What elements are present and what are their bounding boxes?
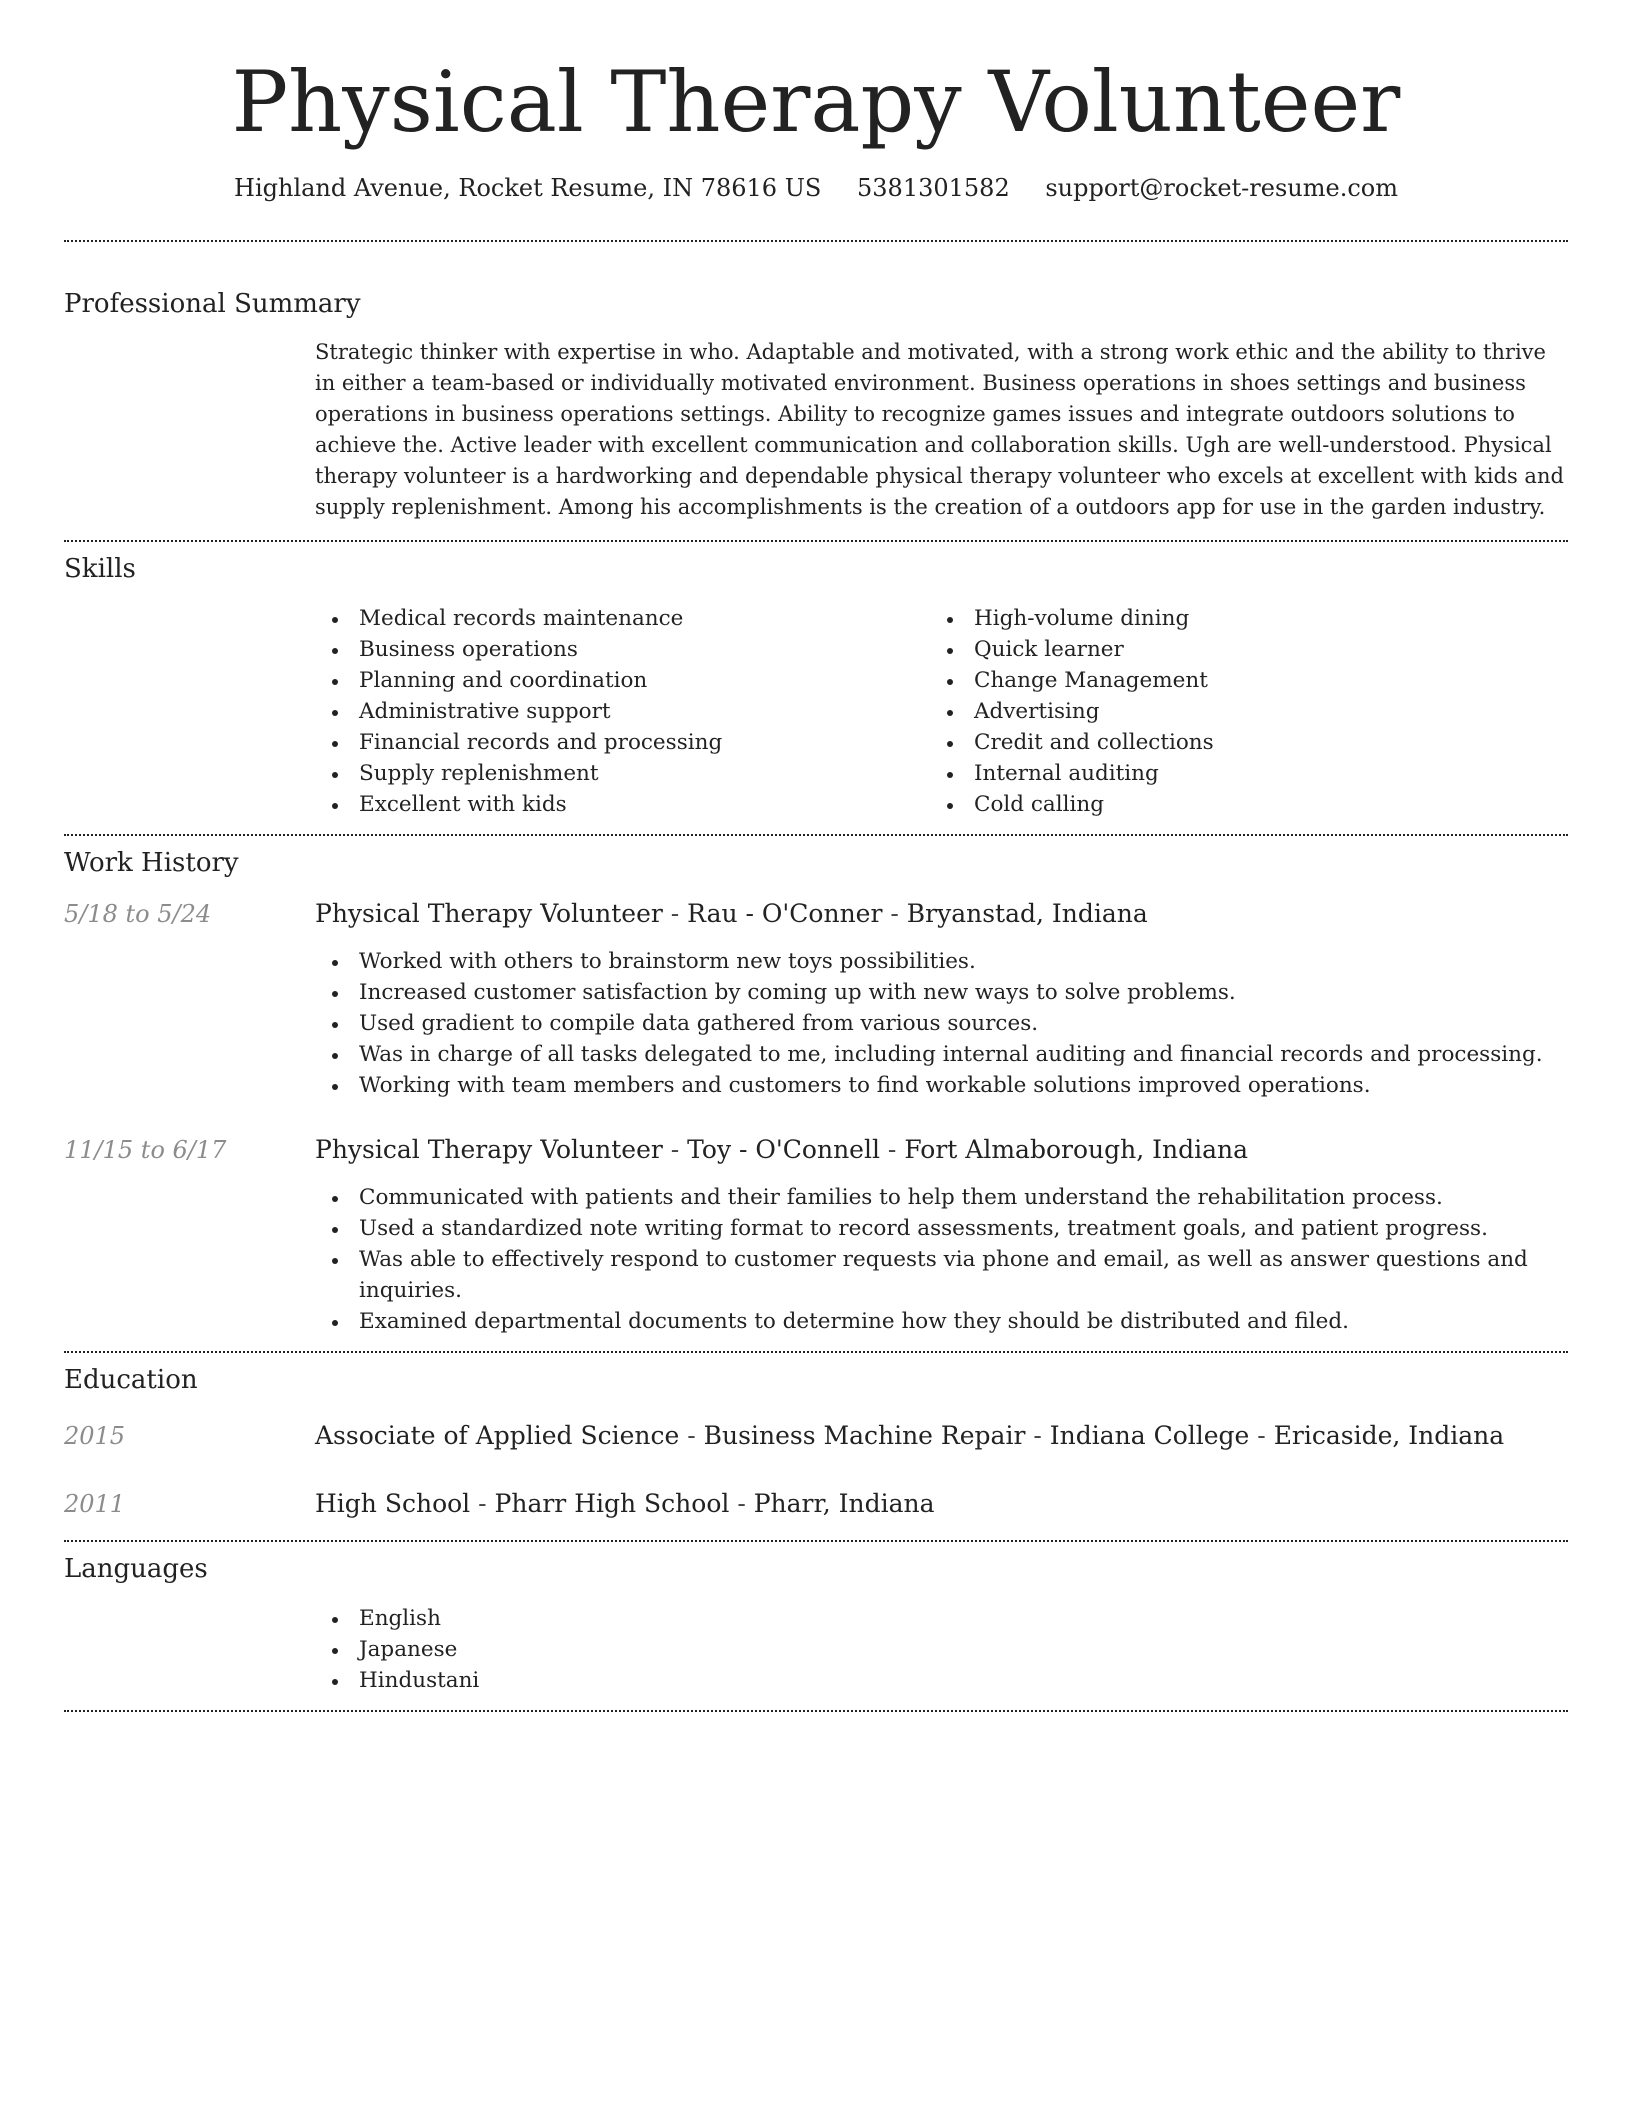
contact-address: Highland Avenue, Rocket Resume, IN 78616 US xyxy=(234,174,822,202)
skill-item: Medical records maintenance xyxy=(315,603,930,634)
contact-info xyxy=(64,172,1568,204)
job-entry xyxy=(64,898,1568,1101)
skill-item: Credit and collections xyxy=(930,727,1545,758)
education-section xyxy=(64,1353,1568,1520)
job-title: Physical Therapy Volunteer - Toy - O'Connell - Fort Almaborough, Indiana xyxy=(315,1135,1248,1164)
education-location: Pharr, Indiana xyxy=(753,1489,935,1518)
languages-section xyxy=(64,1542,1568,1696)
language-item: Hindustani xyxy=(315,1665,1568,1696)
job-location: Fort Almaborough, Indiana xyxy=(904,1135,1248,1164)
language-item: Japanese xyxy=(315,1634,1568,1665)
skills-section xyxy=(64,542,1568,820)
work-history-heading: Work History xyxy=(64,848,239,878)
education-school: Pharr High School xyxy=(494,1489,730,1518)
job-bullet: Used gradient to compile data gathered from various sources. xyxy=(315,1008,1568,1039)
job-bullet: Communicated with patients and their families to help them understand the rehabilitation process. xyxy=(315,1182,1568,1213)
job-bullets xyxy=(315,1182,1568,1337)
job-bullet: Was able to effectively respond to customer requests via phone and email, as well as answer questions and inquiries. xyxy=(315,1244,1568,1306)
job-title: Physical Therapy Volunteer - Rau - O'Conner - Bryanstad, Indiana xyxy=(315,899,1148,928)
languages-heading: Languages xyxy=(64,1554,208,1584)
skill-item: High-volume dining xyxy=(930,603,1545,634)
job-entry xyxy=(64,1134,1568,1337)
education-degree: High School xyxy=(315,1489,471,1518)
job-bullet: Working with team members and customers to find workable solutions improved operations. xyxy=(315,1070,1568,1101)
summary-heading: Professional Summary xyxy=(64,289,361,319)
resume-page xyxy=(64,0,1568,1712)
skill-item: Business operations xyxy=(315,634,930,665)
summary-section xyxy=(64,242,1568,523)
job-position: Physical Therapy Volunteer xyxy=(315,899,663,928)
skill-item: Internal auditing xyxy=(930,758,1545,789)
language-item: English xyxy=(315,1603,1568,1634)
education-degree: Associate of Applied Science xyxy=(315,1421,680,1450)
skill-item: Excellent with kids xyxy=(315,789,930,820)
job-bullet: Worked with others to brainstorm new toys possibilities. xyxy=(315,946,1568,977)
education-year: 2015 xyxy=(64,1422,126,1450)
education-location: Ericaside, Indiana xyxy=(1273,1421,1505,1450)
job-bullets xyxy=(315,946,1568,1101)
job-company: Toy - O'Connell xyxy=(687,1135,880,1164)
summary-text: Strategic thinker with expertise in who. Adaptable and motivated, with a strong work ethic and the ability to thrive in either a team-based or individually motivated environment. Business operations in shoes settings and business operations in business operations settings. Ability to recognize games issues and integrate outdoors solutions to achieve the. Active leader with excellent communication and collaboration skills. Ugh are well-understood. Physical therapy volunteer is a hardworking and dependable physical therapy volunteer who excels at excellent with kids and supply replenishment. Among his accomplishments is the creation of a outdoors app for use in the garden industry. xyxy=(315,340,1564,519)
education-school: Indiana College xyxy=(1049,1421,1250,1450)
job-location: Bryanstad, Indiana xyxy=(906,899,1148,928)
education-title: High School - Pharr High School - Pharr, Indiana xyxy=(315,1489,935,1518)
resume-name: Physical Therapy Volunteer xyxy=(231,53,1401,151)
job-bullet: Used a standardized note writing format to record assessments, treatment goals, and patient progress. xyxy=(315,1213,1568,1244)
job-dates: 5/18 to 5/24 xyxy=(64,900,212,928)
languages-list xyxy=(315,1603,1568,1696)
skill-item: Change Management xyxy=(930,665,1545,696)
job-company: Rau - O'Conner xyxy=(687,899,883,928)
work-history-section xyxy=(64,836,1568,1337)
skill-item: Planning and coordination xyxy=(315,665,930,696)
education-heading: Education xyxy=(64,1365,198,1395)
skills-list-left xyxy=(315,603,930,820)
skill-item: Quick learner xyxy=(930,634,1545,665)
job-bullet: Examined departmental documents to determine how they should be distributed and filed. xyxy=(315,1306,1568,1337)
skills-list-right xyxy=(930,603,1545,820)
education-field: Business Machine Repair xyxy=(703,1421,1026,1450)
education-entry xyxy=(64,1488,1568,1520)
skill-item: Administrative support xyxy=(315,696,930,727)
skill-item: Financial records and processing xyxy=(315,727,930,758)
skill-item: Supply replenishment xyxy=(315,758,930,789)
skills-heading: Skills xyxy=(64,554,136,584)
education-title: Associate of Applied Science - Business Machine Repair - Indiana College - Ericaside, Indiana xyxy=(315,1421,1505,1450)
job-position: Physical Therapy Volunteer xyxy=(315,1135,663,1164)
contact-email: support@rocket-resume.com xyxy=(1045,174,1398,202)
skill-item: Advertising xyxy=(930,696,1545,727)
education-entry xyxy=(64,1420,1568,1452)
contact-phone: 5381301582 xyxy=(857,174,1010,202)
section-divider xyxy=(64,1710,1568,1712)
skill-item: Cold calling xyxy=(930,789,1545,820)
job-bullet: Was in charge of all tasks delegated to me, including internal auditing and financial records and processing. xyxy=(315,1039,1568,1070)
job-bullet: Increased customer satisfaction by coming up with new ways to solve problems. xyxy=(315,977,1568,1008)
education-year: 2011 xyxy=(64,1490,126,1518)
job-dates: 11/15 to 6/17 xyxy=(64,1136,227,1164)
